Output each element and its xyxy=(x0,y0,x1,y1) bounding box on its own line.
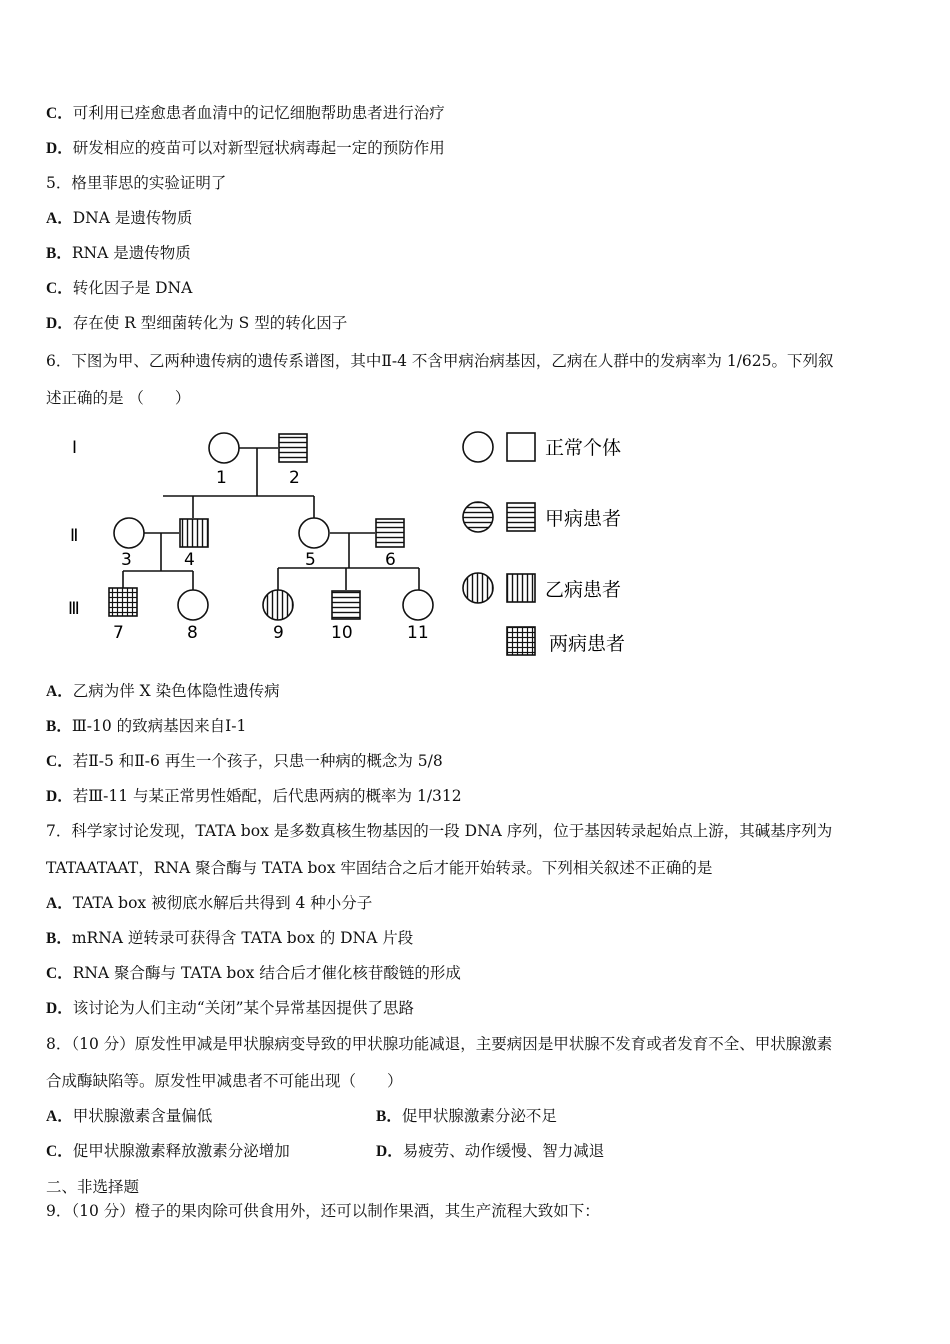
q8-stem-line2: 合成酶缺陷等。原发性甲减患者不可能出现（ ） xyxy=(46,1072,403,1090)
label-i1: 1 xyxy=(216,468,227,488)
q7-option-b: B．mRNA 逆转录可获得含 TATA box 的 DNA 片段 xyxy=(46,929,414,947)
legend-disease-b-label: 乙病患者 xyxy=(545,579,622,601)
section-heading-non-choice: 二、非选择题 xyxy=(46,1178,140,1196)
q8-option-c: C．促甲状腺激素释放激素分泌增加 xyxy=(46,1142,290,1160)
generation-label-2: Ⅱ xyxy=(70,526,79,546)
legend-disease-b-male-symbol xyxy=(507,574,535,602)
q8-stem-line1: 8．（10 分）原发性甲减是甲状腺病变导致的甲状腺功能减退，主要病因是甲状腺不发育或者发育不全、甲状腺激素 xyxy=(46,1035,833,1053)
label-ii4: 4 xyxy=(184,550,195,570)
q7-stem-line1: 7．科学家讨论发现，TATA box 是多数真核生物基因的一段 DNA 序列，位于基因转录起始点上游，其碱基序列为 xyxy=(46,822,833,840)
generation-label-1: Ⅰ xyxy=(72,438,78,458)
label-iii10: 10 xyxy=(331,623,353,643)
q5-option-d: D．存在使 R 型细菌转化为 S 型的转化因子 xyxy=(46,314,348,332)
q5-option-c: C．转化因子是 DNA xyxy=(46,279,193,297)
individual-i1-normal-female xyxy=(209,433,239,463)
q6-stem-line2: 述正确的是 （ ） xyxy=(46,389,191,407)
q7-stem-line2: TATAATAAT，RNA 聚合酶与 TATA box 牢固结合之后才能开始转录。下列相关叙述不正确的是 xyxy=(46,859,713,877)
individual-iii8-normal-female xyxy=(178,590,208,620)
q5-stem: 5．格里菲思的实验证明了 xyxy=(46,174,227,192)
q4-option-c: C．可利用已痊愈患者血清中的记忆细胞帮助患者进行治疗 xyxy=(46,104,445,122)
q7-option-c: C．RNA 聚合酶与 TATA box 结合后才催化核苷酸链的形成 xyxy=(46,964,461,982)
label-ii5: 5 xyxy=(305,550,316,570)
individual-iii9-disease-b-female xyxy=(263,590,293,620)
q6-stem-line1: 6．下图为甲、乙两种遗传病的遗传系谱图，其中Ⅱ-4 不含甲病治病基因，乙病在人群中的发病率为 1/625。下列叙 xyxy=(46,352,834,370)
q6-option-a: A．乙病为伴 X 染色体隐性遗传病 xyxy=(46,682,280,700)
q8-option-a: A．甲状腺激素含量偏低 xyxy=(46,1107,213,1125)
label-ii6: 6 xyxy=(385,550,396,570)
label-iii11: 11 xyxy=(407,623,429,643)
label-iii9: 9 xyxy=(273,623,284,643)
legend-disease-a-label: 甲病患者 xyxy=(545,508,622,530)
label-iii8: 8 xyxy=(187,623,198,643)
q6-option-c: C．若Ⅱ-5 和Ⅱ-6 再生一个孩子，只患一种病的概念为 5/8 xyxy=(46,752,443,770)
pedigree-chart xyxy=(60,425,660,660)
label-i2: 2 xyxy=(289,468,300,488)
q9-stem: 9．（10 分）橙子的果肉除可供食用外，还可以制作果酒，其生产流程大致如下： xyxy=(46,1202,600,1220)
individual-ii5-normal-female xyxy=(299,518,329,548)
individual-iii10-disease-a-male xyxy=(332,591,360,619)
q7-option-a: A．TATA box 被彻底水解后共得到 4 种小分子 xyxy=(46,894,373,912)
q8-option-b: B．促甲状腺激素分泌不足 xyxy=(376,1107,557,1125)
q7-option-d: D．该讨论为人们主动“关闭”某个异常基因提供了思路 xyxy=(46,999,415,1017)
q8-option-d: D．易疲劳、动作缓慢、智力减退 xyxy=(376,1142,605,1160)
legend-both-diseases-symbol xyxy=(507,627,535,655)
generation-label-3: Ⅲ xyxy=(68,599,80,619)
q5-option-b: B．RNA 是遗传物质 xyxy=(46,244,191,262)
q6-option-d: D．若Ⅲ-11 与某正常男性婚配，后代患两病的概率为 1/312 xyxy=(46,787,462,805)
q6-option-b: B．Ⅲ-10 的致病基因来自Ⅰ-1 xyxy=(46,717,247,735)
legend-disease-b-female-symbol xyxy=(463,573,493,603)
q5-option-a: A．DNA 是遗传物质 xyxy=(46,209,193,227)
label-ii3: 3 xyxy=(121,550,132,570)
individual-iii7-both-diseases-male xyxy=(109,588,137,616)
label-iii7: 7 xyxy=(113,623,124,643)
legend-normal-female-symbol xyxy=(463,432,493,462)
individual-iii11-normal-female xyxy=(403,590,433,620)
legend-normal-male-symbol xyxy=(507,433,535,461)
q4-option-d: D．研发相应的疫苗可以对新型冠状病毒起一定的预防作用 xyxy=(46,139,445,157)
individual-ii4-disease-b-male xyxy=(180,519,208,547)
legend-both-label: 两病患者 xyxy=(549,633,626,655)
legend-normal-label: 正常个体 xyxy=(545,437,622,459)
individual-i2-disease-a-male xyxy=(279,434,307,462)
individual-ii6-disease-a-male xyxy=(376,519,404,547)
individual-ii3-normal-female xyxy=(114,518,144,548)
pedigree-lines xyxy=(123,448,419,590)
legend-disease-a-female-symbol xyxy=(463,502,493,532)
legend-disease-a-male-symbol xyxy=(507,503,535,531)
